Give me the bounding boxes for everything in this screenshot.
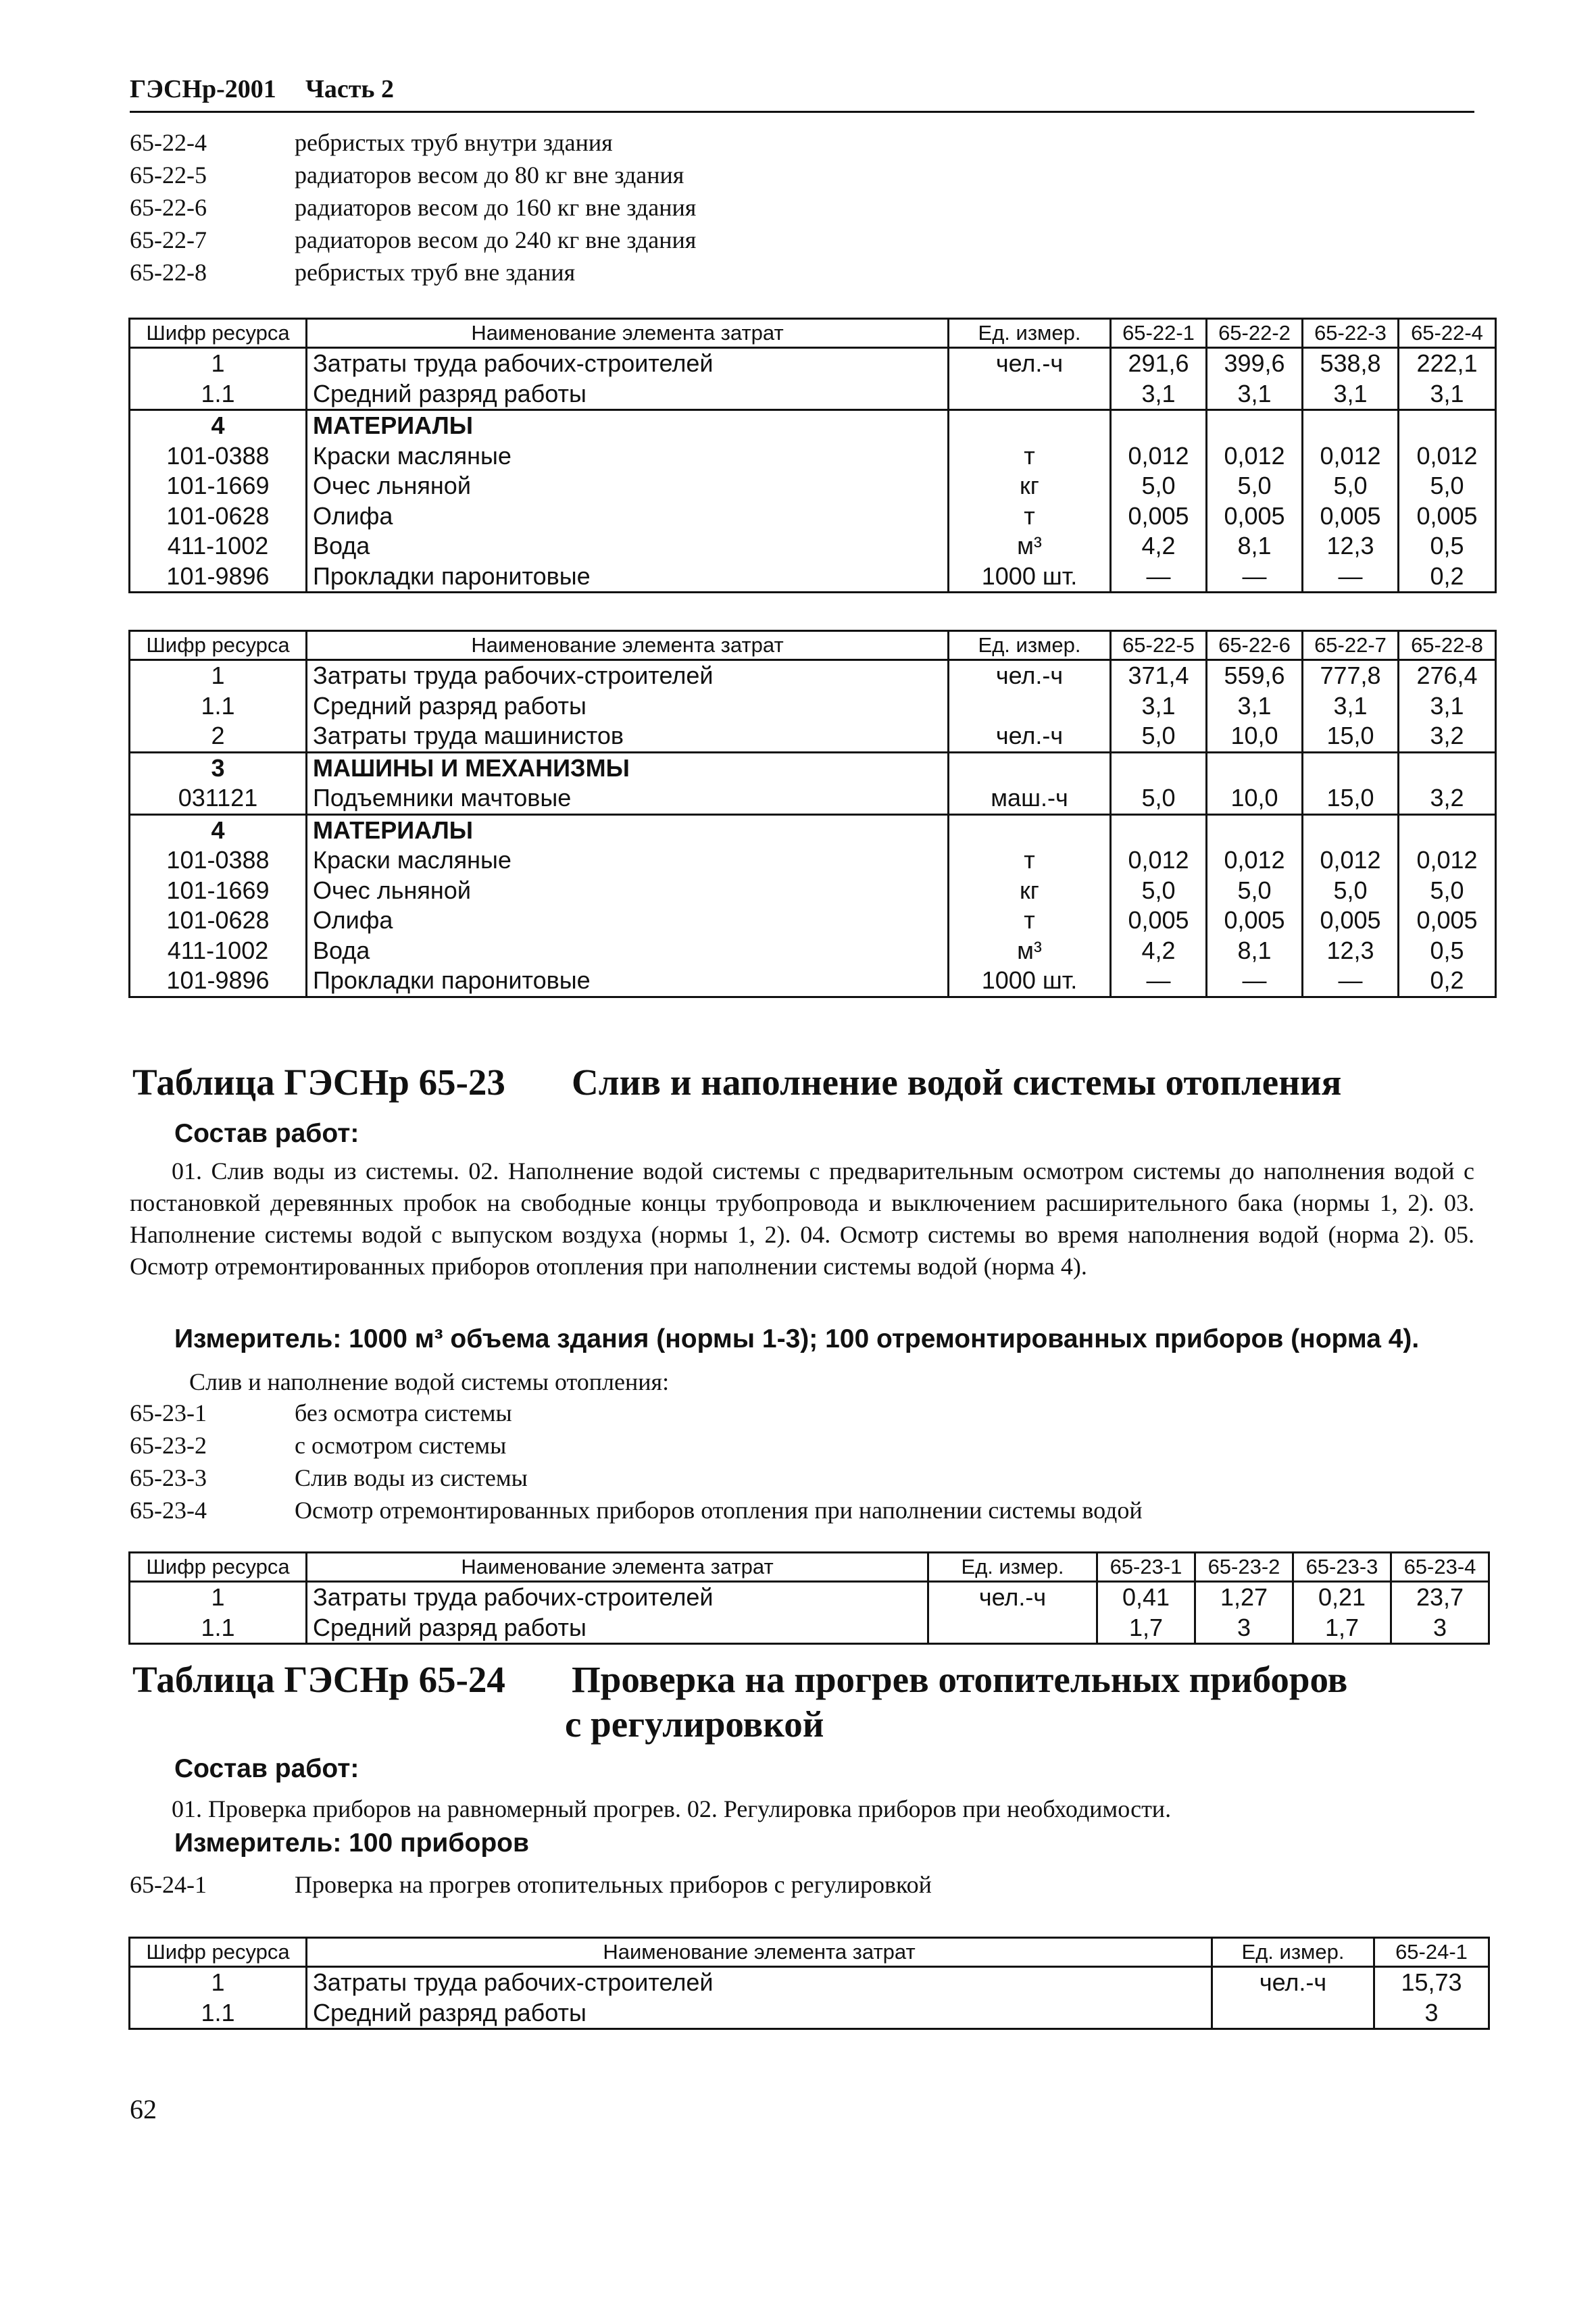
table-row: 1.1 Средний разряд работы 3 (130, 1998, 1489, 2029)
table-row: 4 МАТЕРИАЛЫ (130, 410, 1496, 441)
composition-text: 01. Слив воды из системы. 02. Наполнение водой системы с предварительным осмотром системы до наполнения водой с постановкой деревянных пробок на свободные концы трубопровода и выключением расширительного бака (нормы 1, 2). 03. Наполнение системы водой с выпуском воздуха (нормы 1, 2). 04. Осмотр системы во время наполнения водой (норма 2). 05. Осмотр отремонтированных приборов отопления при наполнении системы водой (норма 4). (130, 1158, 1474, 1280)
list-item: 65-23-4 Осмотр отремонтированных приборов отопления при наполнении системы водой (130, 1497, 1143, 1524)
list-item: 65-23-3 Слив воды из системы (130, 1464, 528, 1491)
table-header-row: Шифр ресурса Наименование элемента затрат Ед. измер. 65-23-1 65-23-2 65-23-3 65-23-4 (130, 1553, 1489, 1582)
section-title-65-24-line2: с регулировкой (565, 1703, 824, 1745)
composition-text-65-24: 01. Проверка приборов на равномерный прогрев. 02. Регулировка приборов при необходимости. (172, 1795, 1172, 1822)
list-item: 65-23-2 с осмотром системы (130, 1432, 507, 1459)
resource-table-65-22-1-4 (128, 318, 1497, 593)
table-row: 3 МАШИНЫ И МЕХАНИЗМЫ (130, 752, 1496, 783)
table-row: 101-0628 Олифа т 0,005 0,005 0,005 0,005 (130, 905, 1496, 936)
running-header (130, 72, 1474, 113)
table-row: 101-9896 Прокладки паронитовые 1000 шт. — — — 0,2 (130, 562, 1496, 593)
table-header-row: Шифр ресурса Наименование элемента затрат Ед. измер. 65-22-1 65-22-2 65-22-3 65-22-4 (130, 319, 1496, 348)
table-row: 1.1 Средний разряд работы 3,1 3,1 3,1 3,1 (130, 691, 1496, 722)
list-item: 65-23-1 без осмотра системы (130, 1399, 512, 1426)
table-label-65-24: Таблица ГЭСНр 65-24 (132, 1659, 505, 1700)
list-item: 65-22-7 радиаторов весом до 240 кг вне здания (130, 226, 697, 253)
table-row: 101-0628 Олифа т 0,005 0,005 0,005 0,005 (130, 501, 1496, 532)
list-item: 65-22-8 ребристых труб вне здания (130, 259, 576, 286)
list-item: 65-22-4 ребристых труб внутри здания (130, 129, 613, 156)
code-list-65-24 (130, 1870, 1474, 1903)
list-item: 65-22-6 радиаторов весом до 160 кг вне здания (130, 194, 697, 221)
section-title-65-23: Слив и наполнение водой системы отопления (572, 1062, 1342, 1103)
table-row: 101-1669 Очес льняной кг 5,0 5,0 5,0 5,0 (130, 471, 1496, 501)
table-header-row: Шифр ресурса Наименование элемента затрат Ед. измер. 65-22-5 65-22-6 65-22-7 65-22-8 (130, 631, 1496, 660)
list-intro: Слив и наполнение водой системы отопления: (189, 1368, 670, 1395)
doc-part: Часть 2 (305, 75, 395, 103)
table-row: 101-1669 Очес льняной кг 5,0 5,0 5,0 5,0 (130, 876, 1496, 906)
code-list-65-22 (130, 128, 1474, 291)
table-row: 1 Затраты труда рабочих-строителей чел.-ч 291,6 399,6 538,8 222,1 (130, 348, 1496, 379)
table-row: 1.1 Средний разряд работы 3,1 3,1 3,1 3,1 (130, 379, 1496, 410)
table-row: 1 Затраты труда рабочих-строителей чел.-ч 0,41 1,27 0,21 23,7 (130, 1582, 1489, 1613)
table-row: 2 Затраты труда машинистов чел.-ч 5,0 10,0 15,0 3,2 (130, 721, 1496, 752)
composition-heading-65-24: Состав работ: (174, 1754, 359, 1783)
table-row: 1.1 Средний разряд работы 1,7 3 1,7 3 (130, 1613, 1489, 1644)
list-item: 65-24-1 Проверка на прогрев отопительных приборов с регулировкой (130, 1871, 932, 1898)
table-row: 4 МАТЕРИАЛЫ (130, 814, 1496, 845)
doc-code: ГЭСНр-2001 (130, 75, 276, 103)
table-row: 101-9896 Прокладки паронитовые 1000 шт. — — — 0,2 (130, 966, 1496, 997)
section-title-65-24-line1: Проверка на прогрев отопительных приборов (572, 1659, 1348, 1700)
meter-line: Измеритель: 1000 м³ объема здания (нормы 1-3); 100 отремонтированных приборов (норма 4). (174, 1324, 1420, 1353)
table-header-row: Шифр ресурса Наименование элемента затрат Ед. измер. 65-24-1 (130, 1938, 1489, 1967)
page-number: 62 (130, 2094, 157, 2124)
table-row: 411-1002 Вода м³ 4,2 8,1 12,3 0,5 (130, 936, 1496, 966)
table-row: 101-0388 Краски масляные т 0,012 0,012 0,012 0,012 (130, 845, 1496, 876)
composition-heading: Состав работ: (174, 1119, 359, 1148)
resource-table-65-23 (128, 1551, 1490, 1645)
resource-table-65-24 (128, 1937, 1490, 2030)
meter-line-65-24: Измеритель: 100 приборов (174, 1828, 529, 1858)
list-item: 65-22-5 радиаторов весом до 80 кг вне здания (130, 161, 684, 189)
table-row: 411-1002 Вода м³ 4,2 8,1 12,3 0,5 (130, 531, 1496, 562)
table-label-65-23: Таблица ГЭСНр 65-23 (132, 1062, 505, 1103)
table-row: 1 Затраты труда рабочих-строителей чел.-ч 15,73 (130, 1967, 1489, 1998)
table-row: 1 Затраты труда рабочих-строителей чел.-ч 371,4 559,6 777,8 276,4 (130, 660, 1496, 691)
table-row: 031121 Подъемники мачтовые маш.-ч 5,0 10,0 15,0 3,2 (130, 783, 1496, 814)
table-row: 101-0388 Краски масляные т 0,012 0,012 0,012 0,012 (130, 441, 1496, 472)
resource-table-65-22-5-8 (128, 630, 1497, 998)
code-list-65-23 (130, 1399, 1474, 1528)
